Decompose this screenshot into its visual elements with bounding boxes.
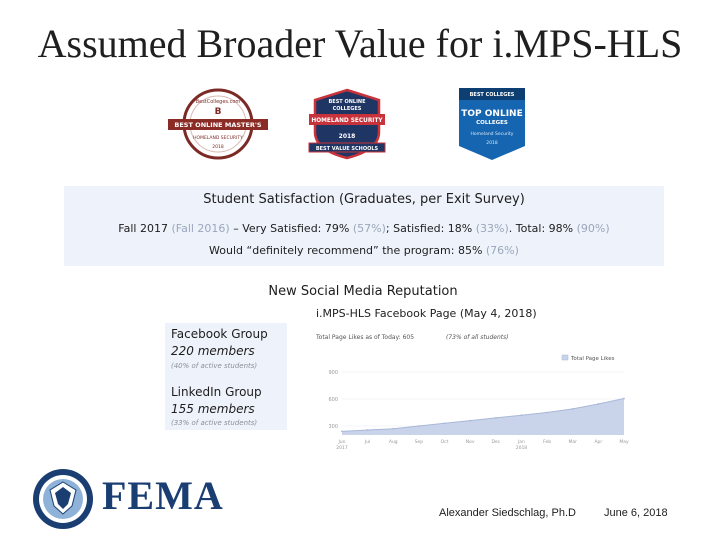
top-online-colleges-badge bbox=[457, 88, 527, 160]
legend-label: Total Page Likes bbox=[571, 356, 615, 362]
student-satisfaction-panel bbox=[64, 186, 664, 266]
x-tick-label: Aug bbox=[388, 440, 398, 445]
data-point bbox=[392, 428, 394, 430]
slide-title: Assumed Broader Value for i.MPS-HLS bbox=[37, 21, 683, 66]
badge-sub: Homeland Security bbox=[470, 132, 514, 137]
presentation-date: June 6, 2018 bbox=[604, 507, 668, 519]
satisfaction-line-1 bbox=[64, 222, 664, 235]
data-point bbox=[521, 414, 523, 416]
badge-sub: HOMELAND SECURITY bbox=[193, 136, 243, 141]
badge-top-text-2: COLLEGES bbox=[332, 106, 362, 112]
very-satisfied: – Very Satisfied: 79% bbox=[229, 222, 353, 235]
facebook-group-name: Facebook Group bbox=[171, 327, 268, 341]
x-tick-label: Apr bbox=[594, 440, 603, 445]
data-point bbox=[597, 403, 599, 405]
x-tick-label: Sep bbox=[414, 440, 424, 445]
x-tick-year: 2017 bbox=[336, 446, 348, 451]
badge-year: 2018 bbox=[212, 145, 224, 150]
y-tick-label: 600 bbox=[328, 397, 338, 403]
data-point bbox=[546, 412, 548, 414]
linkedin-group-note: (33% of active students) bbox=[171, 419, 258, 427]
satisfied-prior: (33%) bbox=[475, 222, 509, 235]
badge-top-text: BEST ONLINE bbox=[328, 99, 366, 105]
y-tick-label: 300 bbox=[328, 424, 338, 430]
badge-label: BEST ONLINE MASTER'S bbox=[174, 121, 262, 129]
best-value-schools-badge bbox=[301, 88, 393, 160]
fema-wordmark: FEMA bbox=[102, 473, 224, 518]
badge-label-2: COLLEGES bbox=[476, 120, 508, 126]
page-likes-chart bbox=[310, 323, 630, 457]
badge-year: 2018 bbox=[338, 133, 356, 140]
x-tick-label: Jan bbox=[517, 440, 525, 445]
linkedin-group-members: 155 members bbox=[171, 402, 255, 416]
y-tick-label: 900 bbox=[328, 370, 338, 376]
data-point bbox=[469, 420, 471, 422]
dhs-seal-icon bbox=[32, 468, 94, 530]
x-tick-label: Mar bbox=[568, 440, 577, 445]
chart-metric-note: (73% of all students) bbox=[446, 334, 509, 341]
satisfaction-line-2 bbox=[64, 244, 664, 257]
x-tick-label: May bbox=[619, 440, 629, 445]
badge-label: HOMELAND SECURITY bbox=[311, 118, 383, 124]
very-satisfied-prior: (57%) bbox=[352, 222, 386, 235]
x-tick-year: 2018 bbox=[515, 446, 528, 451]
data-point bbox=[495, 417, 497, 419]
social-groups-panel bbox=[165, 323, 287, 430]
facebook-group-note: (40% of active students) bbox=[171, 362, 258, 370]
current-term: Fall 2017 bbox=[118, 222, 172, 235]
social-media-heading: New Social Media Reputation bbox=[268, 284, 458, 299]
total-prior: (90%) bbox=[576, 222, 610, 235]
x-tick-label: Jul bbox=[364, 440, 371, 445]
data-point bbox=[367, 429, 369, 431]
x-tick-label: Jun bbox=[338, 440, 346, 445]
linkedin-group-name: LinkedIn Group bbox=[171, 385, 262, 399]
bestcolleges-grade-badge bbox=[166, 88, 270, 160]
x-tick-label: Nov bbox=[465, 440, 475, 445]
facebook-page-title: i.MPS-HLS Facebook Page (May 4, 2018) bbox=[316, 307, 537, 320]
data-point bbox=[623, 398, 625, 400]
badge-year: 2018 bbox=[486, 141, 498, 146]
satisfied: ; Satisfied: 18% bbox=[385, 222, 476, 235]
badge-brand: BEST COLLEGES bbox=[469, 92, 515, 98]
presenter-name: Alexander Siedschlag, Ph.D bbox=[439, 507, 576, 519]
satisfaction-heading: Student Satisfaction (Graduates, per Exit Survey) bbox=[203, 192, 525, 207]
legend-swatch bbox=[562, 355, 568, 360]
chart-metric: Total Page Likes as of Today: 605 bbox=[316, 334, 415, 341]
x-tick-label: Feb bbox=[543, 440, 552, 445]
data-point bbox=[341, 431, 343, 433]
data-point bbox=[418, 425, 420, 427]
x-tick-label: Oct bbox=[440, 440, 449, 445]
badge-bottom: BEST VALUE SCHOOLS bbox=[315, 146, 379, 152]
badge-label: TOP ONLINE bbox=[461, 109, 523, 119]
data-point bbox=[444, 422, 446, 424]
facebook-group-members: 220 members bbox=[171, 344, 255, 358]
x-tick-label: Dec bbox=[491, 440, 501, 445]
recommend-rate-prior: (76%) bbox=[485, 244, 519, 257]
total: . Total: 98% bbox=[508, 222, 577, 235]
badge-top-text: BestColleges.com bbox=[195, 99, 241, 105]
facebook-page-panel bbox=[310, 307, 630, 457]
recommend-rate: Would “definitely recommend” the program: 85% bbox=[209, 244, 486, 257]
prior-term: (Fall 2016) bbox=[171, 222, 230, 235]
data-point bbox=[572, 408, 574, 410]
badge-grade: B bbox=[214, 107, 222, 117]
